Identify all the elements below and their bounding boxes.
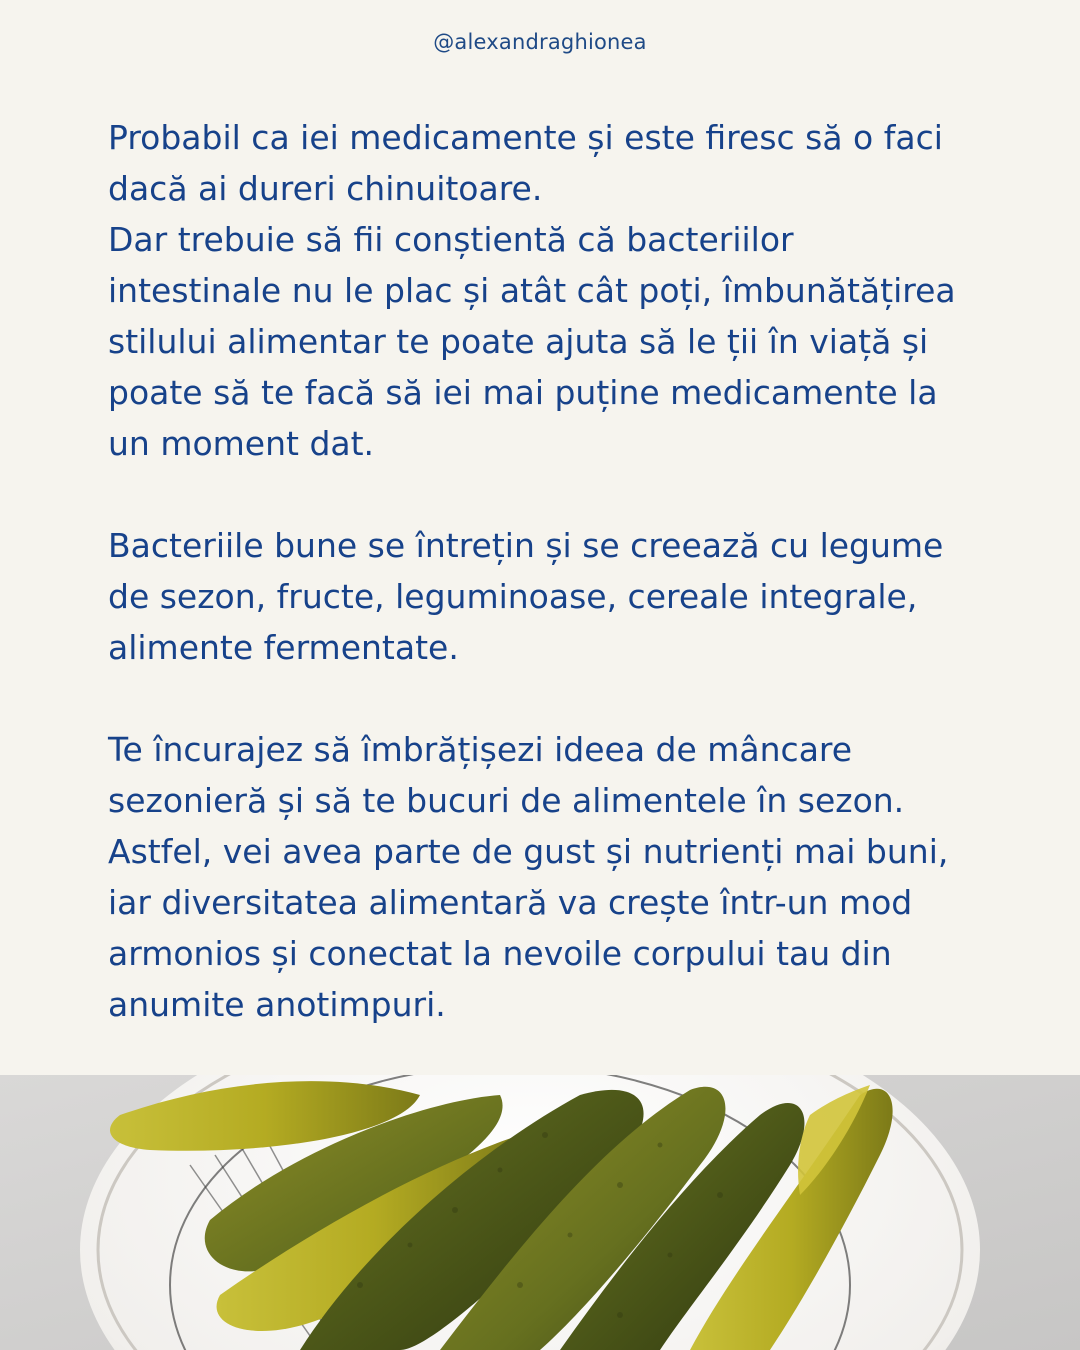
text-line: anumite anotimpuri. <box>108 985 446 1024</box>
text-line: de sezon, fructe, leguminoase, cereale integrale, <box>108 577 918 616</box>
text-line: stilului alimentar te poate ajuta să le ții în viață și <box>108 322 929 361</box>
text-line: poate să te facă să iei mai puține medicamente la <box>108 373 938 412</box>
body-text <box>108 112 988 1081</box>
text-line: Probabil ca iei medicamente și este firesc să o faci <box>108 118 943 157</box>
text-line: sezonieră și să te bucuri de alimentele în sezon. <box>108 781 905 820</box>
text-line: un moment dat. <box>108 424 375 463</box>
text-line: intestinale nu le plac și atât cât poți, îmbunătățirea <box>108 271 956 310</box>
text-line: Bacteriile bune se întrețin și se creează cu legume <box>108 526 944 565</box>
text-line: iar diversitatea alimentară va crește într-un mod <box>108 883 913 922</box>
pickles-photo <box>0 1075 1080 1350</box>
text-line: dacă ai dureri chinuitoare. <box>108 169 543 208</box>
paragraph-3 <box>108 724 988 1030</box>
text-line: armonios și conectat la nevoile corpului tau din <box>108 934 892 973</box>
text-line: alimente fermentate. <box>108 628 459 667</box>
text-line: Astfel, vei avea parte de gust și nutrienți mai buni, <box>108 832 949 871</box>
text-line: Dar trebuie să fii conștientă că bacteriilor <box>108 220 794 259</box>
paragraph-2 <box>108 520 988 673</box>
text-line: Te încurajez să îmbrățișezi ideea de mâncare <box>108 730 853 769</box>
author-handle: @alexandraghionea <box>433 30 647 54</box>
pickles-plate-illustration <box>0 1075 1080 1350</box>
paragraph-1 <box>108 112 988 469</box>
